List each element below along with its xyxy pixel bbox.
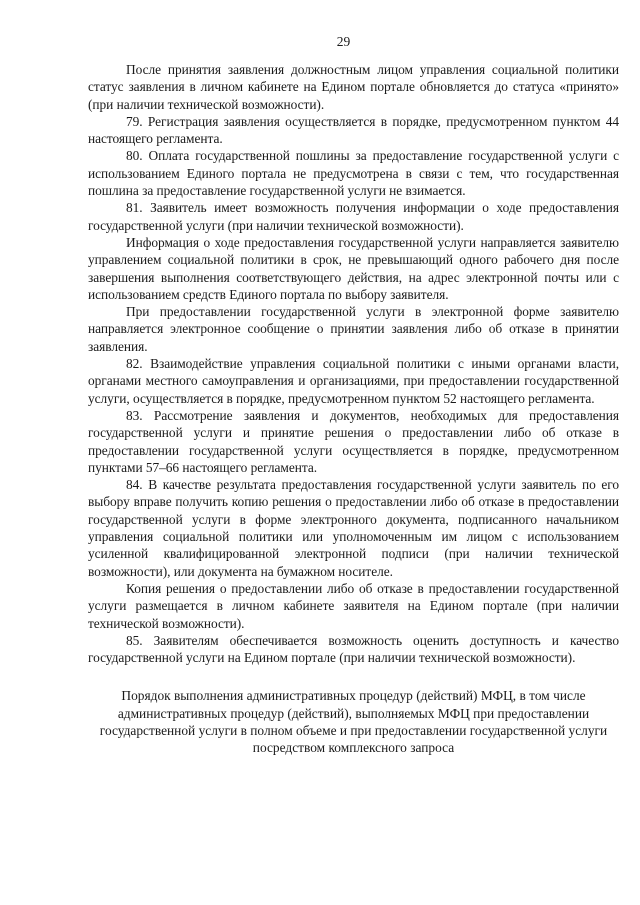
paragraph-decision-copy: Копия решения о предоставлении либо об отказе в предоставлении государственной услуги размещается в личном кабинете заявителя на Едином портале (при наличии технической возможности). [88,580,619,631]
paragraph-80: 80. Оплата государственной пошлины за предоставление государственной услуги с использованием Единого портала не предусмотрена в связи с тем, что государственная пошлина за предоставление государственной услуги не взимается. [88,148,619,199]
section-heading: Порядок выполнения административных процедур (действий) МФЦ, в том числе административных процедур (действий), выполняемых МФЦ при предоставлении государственной услуги в полном объеме и при предоставлении государственной услуги посредством комплексного запроса [99,688,608,756]
paragraph-79: 79. Регистрация заявления осуществляется в порядке, предусмотренном пунктом 44 настоящего регламента. [88,113,619,147]
paragraph-electronic-notice: При предоставлении государственной услуги в электронной форме заявителю направляется электронное сообщение о принятии заявления либо об отказе в принятии заявления. [88,304,619,354]
paragraph-85: 85. Заявителям обеспечивается возможность оценить доступность и качество государственной услуги на Едином портале (при наличии технической возможности). [88,632,619,666]
paragraph-progress-info: Информация о ходе предоставления государственной услуги направляется заявителю управлением социальной политики в срок, не превышающий одного рабочего дня после завершения выполнения соответствующего действия, на адрес электронной почты или с использованием средств Единого портала по выбору заявителя. [88,234,619,302]
paragraph-84: 84. В качестве результата предоставления государственной услуги заявитель по его выбору вправе получить копию решения о предоставлении либо об отказе в предоставлении государственной услуги в форме электронного документа, подписанного начальником управления социальной политики или уполномоченным им лицом с использованием усиленной квалифицированной электронной подписи (при наличии технической возможности), или документа на бумажном носителе. [88,477,619,579]
page-number: 29 [336,34,351,49]
paragraph-82: 82. Взаимодействие управления социальной политики с иными органами власти, органами местного самоуправления и организациями, при предоставлении государственной услуги, осуществляется в порядке, предусмотренном пунктом 52 настоящего регламента. [88,356,619,406]
paragraph-81: 81. Заявитель имеет возможность получения информации о ходе предоставления государственной услуги (при наличии технической возможности). [88,200,619,233]
paragraph-status-update: После принятия заявления должностным лицом управления социальной политики статус заявления в личном кабинете на Едином портале обновляется до статуса «принято» (при наличии технической возможности). [88,62,619,112]
paragraph-83: 83. Рассмотрение заявления и документов, необходимых для предоставления государственной услуги и принятие решения о предоставлении либо об отказе в предоставлении государственной услуги осуществляется в порядке, предусмотренном пунктами 57–66 настоящего регламента. [88,407,619,475]
